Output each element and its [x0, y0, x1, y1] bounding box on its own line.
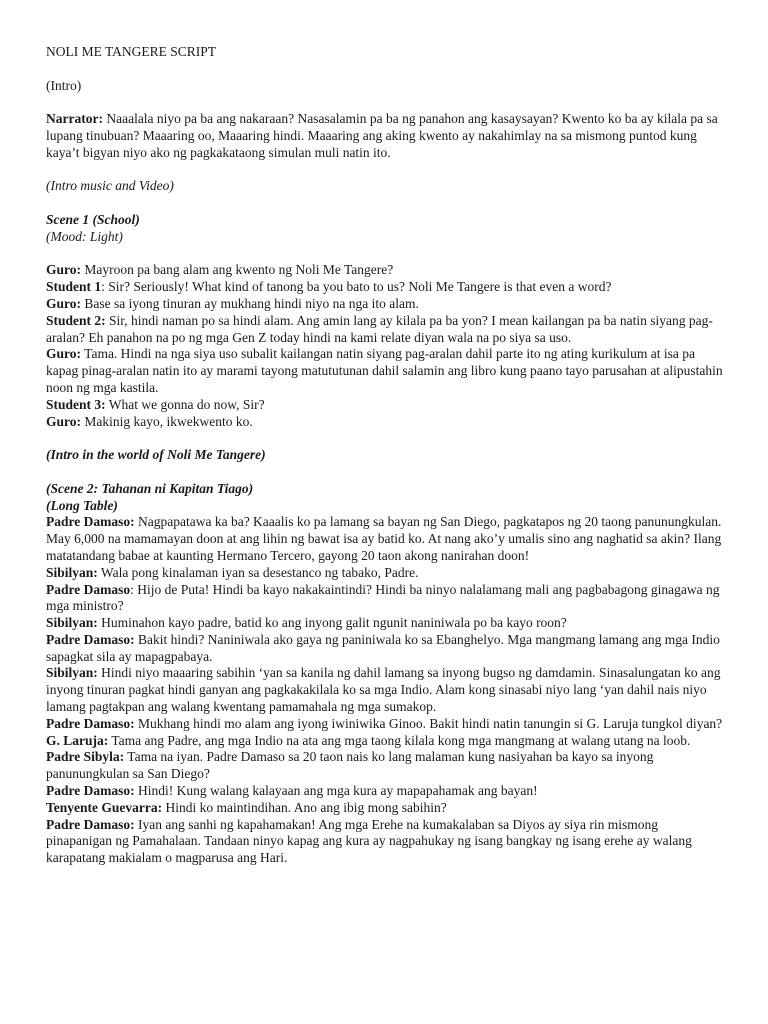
scene2-setting: (Long Table) [46, 497, 118, 513]
dialogue-line [46, 565, 726, 582]
dialogue-line [46, 733, 726, 750]
speaker-name: Padre Damaso: [46, 514, 135, 530]
dialogue-line [46, 582, 726, 616]
scene2-dialogue [46, 514, 726, 867]
dialogue-text: Base sa iyong tinuran ay mukhang hindi niyo na nga ito alam. [81, 295, 419, 311]
dialogue-text: Hindi ko maintindihan. Ano ang ibig mong sabihin? [162, 799, 447, 815]
speaker-name: Sibilyan: [46, 564, 98, 580]
speaker-name: Padre Sibyla: [46, 749, 125, 765]
dialogue-line [46, 632, 726, 666]
dialogue-text: : Sir? Seriously! What kind of tanong ba you bato to us? Noli Me Tangere is that even a word? [101, 279, 612, 295]
speaker-name: Guro: [46, 346, 82, 362]
speaker-name: Padre Damaso: [46, 631, 135, 647]
dialogue-line [46, 397, 726, 414]
speaker-name: Sibilyan: [46, 665, 98, 681]
scene1-mood: (Mood: Light) [46, 228, 123, 244]
dialogue-text: Hindi! Kung walang kalayaan ang mga kura ay mapapahamak ang bayan! [134, 783, 538, 799]
dialogue-text: Sir, hindi naman po sa hindi alam. Ang amin lang ay kilala pa ba yon? I mean kailangan pa ba natin siyang pag-aralan? Eh panahon na po ng mga Gen Z today hindi na kami relate diyan wala na po siya sa uso. [46, 312, 713, 345]
dialogue-line [46, 414, 726, 431]
speaker-name: Guro: [46, 262, 82, 278]
dialogue-text: Makinig kayo, ikwekwento ko. [81, 413, 253, 429]
speaker-name: Sibilyan: [46, 615, 98, 631]
dialogue-text: Iyan ang sanhi ng kapahamakan! Ang mga Erehe na kumakalaban sa Diyos ay siya rin mismong pinapanigan ng Pamahalaan. Tandaan ninyo kapag ang kura ay nagpahukay ng isang bangkay ng isang erehe ay walang karapatang makialam o magparusa ang Hari. [46, 816, 692, 866]
speaker-name: G. Laruja: [46, 732, 109, 748]
dialogue-text: What we gonna do now, Sir? [105, 396, 265, 412]
dialogue-line [46, 800, 726, 817]
intro-tag: (Intro) [46, 77, 82, 93]
speaker-name: Tenyente Guevarra: [46, 799, 163, 815]
speaker-name: Guro: [46, 295, 82, 311]
speaker-name: Padre Damaso: [46, 715, 135, 731]
dialogue-text: : Hijo de Puta! Hindi ba kayo nakakaintindi? Hindi ba ninyo nalalamang mali ang pagbabagong ginagawa ng mga ministro? [46, 581, 720, 614]
speaker-name: Padre Damaso [46, 581, 131, 597]
dialogue-line [46, 346, 726, 396]
script-document [46, 44, 726, 867]
dialogue-line [46, 749, 726, 783]
dialogue-text: Mayroon pa bang alam ang kwento ng Noli Me Tangere? [81, 262, 394, 278]
dialogue-text: Naaalala niyo pa ba ang nakaraan? Nasasalamin pa ba ng panahon ang kasaysayan? Kwento ko ba ay kilala pa sa lupang tinubuan? Maaaring oo, Maaaring hindi. Maaaring ang aking kwento ay nakahimlay na sa mismong puntod kung kaya’t bigyan niyo ako ng pagkakataong simulan muli natin ito. [46, 111, 718, 160]
speaker-name: Guro: [46, 413, 82, 429]
dialogue-line [46, 296, 726, 313]
scene2-heading: (Scene 2: Tahanan ni Kapitan Tiago) [46, 480, 254, 496]
document-title: NOLI ME TANGERE SCRIPT [46, 44, 217, 59]
dialogue-line [46, 313, 726, 347]
dialogue-text: Huminahon kayo padre, batid ko ang inyong galit ngunit naniniwala po ba kayo roon? [97, 615, 567, 631]
intro-music-direction: (Intro music and Video) [46, 178, 174, 194]
dialogue-line [46, 262, 726, 279]
dialogue-text: Bakit hindi? Naniniwala ako gaya ng paniniwala ko sa Ebanghelyo. Mga mangmang lamang ang mga Indio sapagkat sila ay mapagpabaya. [46, 631, 720, 664]
dialogue-text: Tama na iyan. Padre Damaso sa 20 taon nais ko lang malaman kung nasiyahan ba kayo sa inyong panunungkulan sa San Diego? [46, 749, 654, 782]
dialogue-text: Tama ang Padre, ang mga Indio na ata ang mga taong kilala kong mga mangmang at walang utang na loob. [108, 732, 691, 748]
scene1-heading: Scene 1 (School) [46, 211, 140, 227]
dialogue-line [46, 615, 726, 632]
scene1-dialogue [46, 262, 726, 430]
dialogue-line [46, 665, 726, 715]
dialogue-line [46, 716, 726, 733]
speaker-name: Student 2: [46, 312, 106, 328]
dialogue-line [46, 817, 726, 867]
speaker-name: Student 1 [46, 279, 102, 295]
narrator-line [46, 111, 726, 161]
dialogue-text: Nagpapatawa ka ba? Kaaalis ko pa lamang sa bayan ng San Diego, pagkatapos ng 20 taong panunungkulan. May 6,000 na mamamayan doon at ang lihin ng bawat isa ay batid ko. At nang ako’y umalis sino ang naghatid sa akin? Ilang matatandang babae at kaunting Hermano Tercero, gayong 20 taon akong nanirahan doon! [46, 514, 722, 563]
intro-world-direction: (Intro in the world of Noli Me Tangere) [46, 447, 266, 463]
speaker-name: Padre Damaso: [46, 816, 135, 832]
dialogue-line [46, 279, 726, 296]
speaker-name: Student 3: [46, 396, 106, 412]
dialogue-text: Tama. Hindi na nga siya uso subalit kailangan natin siyang pag-aralan dahil parte ito ng ating kurikulum at isa pa kapag pinag-aralan natin ito ay marami tayong matututunan dahil salamin ang libro kung paano tayo parusahan at alipustahin noon ng mga kastila. [46, 346, 723, 395]
dialogue-line [46, 514, 726, 564]
dialogue-line [46, 783, 726, 800]
dialogue-text: Mukhang hindi mo alam ang iyong iwiniwika Ginoo. Bakit hindi natin tanungin si G. Laruja tungkol diyan? [134, 715, 723, 731]
speaker-name: Padre Damaso: [46, 783, 135, 799]
dialogue-text: Wala pong kinalaman iyan sa desestanco ng tabako, Padre. [97, 564, 419, 580]
speaker-name: Narrator: [46, 111, 103, 127]
dialogue-text: Hindi niyo maaaring sabihin ‘yan sa kanila ng dahil lamang sa inyong bugso ng damdamin. Sinasalungatan ko ang inyong tinuran pagkat hindi ganyan ang pagkakakilala ko sa mga Indio. Alam kong sinasabi niyo lang ‘yan dahil nais niyo lamang pagtakpan ang walang kwentang pamamahala ng mga sumakop. [46, 665, 721, 715]
